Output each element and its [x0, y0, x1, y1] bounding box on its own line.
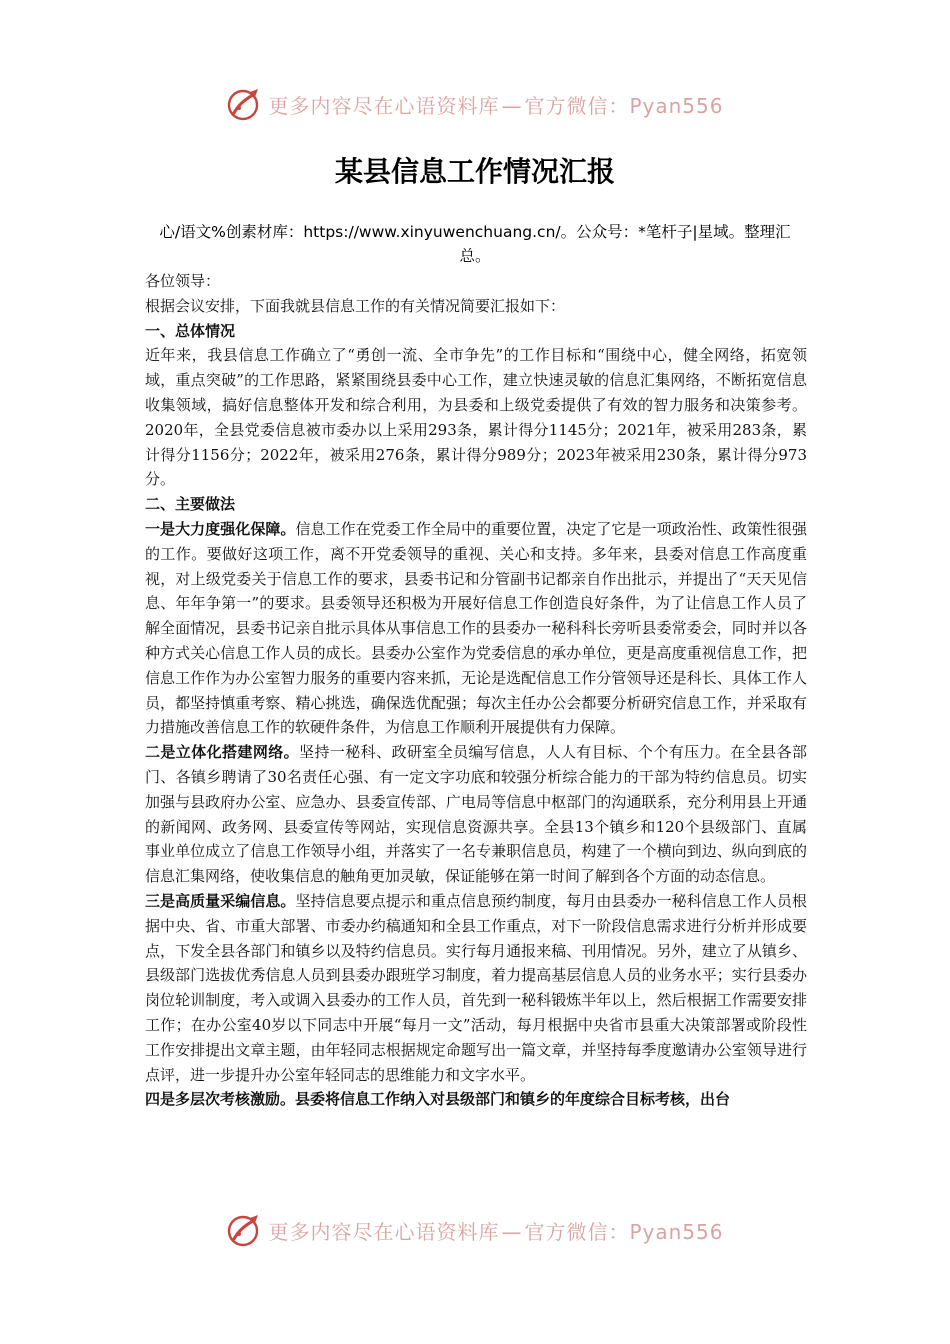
- banner-text: 更多内容尽在心语资料库 — 官方微信：Pyan556: [268, 93, 724, 118]
- practice-body-1: 信息工作在党委工作全局中的重要位置，决定了它是一项政治性、政策性很强的工作。要做好这项工作，离不开党委领导的重视、关心和支持。多年来，县委对信息工作高度重视，对上级党委关于信息工作的要求，县委书记和分管副书记都亲自作出批示，并提出了“天天见信息、年年争第一”的要求。县委领导还积极为开展好信息工作创造良好条件，为了让信息工作人员了解全面情况，县委书记亲自批示具体从事信息工作的县委办一秘科科长旁听县委常委会，同时并以各种方式关心信息工作人员的成长。县委办公室作为党委信息的承办单位，更是高度重视信息工作，把信息工作作为办公室智力服务的重要内容来抓，无论是选配信息工作分管领导还是科长、具体工作人员，都坚持慎重考察、精心挑选，确保选优配强；每次主任办公会都要分析研究信息工作，并采取有力措施改善信息工作的软硬件条件，为信息工作顺利开展提供有力保障。: [145, 519, 807, 737]
- banner-text: 更多内容尽在心语资料库 — 官方微信：Pyan556: [268, 1219, 724, 1244]
- practice-lead-2: 二是立体化搭建网络。: [145, 743, 300, 762]
- practice-paragraph-4: 四是多层次考核激励。县委将信息工作纳入对县级部门和镇乡的年度综合目标考核，出台: [145, 1090, 731, 1109]
- greeting: 各位领导：: [145, 272, 221, 290]
- practice-paragraph-2: [145, 740, 807, 889]
- practice-lead-3: 三是高质量采编信息。: [145, 891, 296, 910]
- header-watermark-banner: [0, 84, 950, 124]
- section-heading-overview: 一、总体情况: [145, 321, 236, 340]
- source-line: 心/语文%创素材库：https://www.xinyuwenchuang.cn/。公众号：*笔杆子|星域。整理汇总。: [159, 223, 791, 265]
- section-heading-practices: 二、主要做法: [145, 495, 236, 514]
- practice-lead-1: 一是大力度强化保障。: [145, 519, 296, 538]
- page-title: 某县信息工作情况汇报: [334, 155, 615, 188]
- footer-watermark-banner: [0, 1210, 950, 1250]
- practice-body-2: 坚持一秘科、政研室全员编写信息，人人有目标、个个有压力。在全县各部门、各镇乡聘请了30名责任心强、有一定文字功底和较强分析综合能力的干部为特约信息员。切实加强与县政府办公室、应急办、县委宣传部、广电局等信息中枢部门的沟通联系，充分利用县上开通的新闻网、政务网、县委宣传等网站，实现信息资源共享。全县13个镇乡和120个县级部门、直属事业单位成立了信息工作领导小组，并落实了一名专兼职信息员，构建了一个横向到边、纵向到底的信息汇集网络，使收集信息的触角更加灵敏，保证能够在第一时间了解到各个方面的动态信息。: [145, 743, 807, 886]
- practice-paragraph-1: [145, 517, 807, 740]
- document-body: [145, 269, 807, 1112]
- overview-paragraph: 近年来，我县信息工作确立了“勇创一流、全市争先”的工作目标和“围绕中心，健全网络，拓宽领域，重点突破”的工作思路，紧紧围绕县委中心工作，建立快速灵敏的信息汇集网络，不断拓宽信息收集领域，搞好信息整体开发和综合利用，为县委和上级党委提供了有效的智力服务和决策参考。2020年，全县党委信息被市委办以上采用293条，累计得分1145分；2021年，被采用283条，累计得分1156分；2022年，被采用276条，累计得分989分；2023年被采用230条，累计得分973分。: [145, 346, 807, 489]
- practice-paragraph-3: [145, 889, 807, 1087]
- practice-body-3: 坚持信息要点提示和重点信息预约制度，每月由县委办一秘科信息工作人员根据中央、省、市重大部署、市委办约稿通知和全县工作重点，对下一阶段信息需求进行分析并形成要点，下发全县各部门和镇乡以及特约信息员。实行每月通报来稿、刊用情况。另外，建立了从镇乡、县级部门选拔优秀信息人员到县委办跟班学习制度，着力提高基层信息人员的业务水平；实行县委办岗位轮训制度，考入或调入县委办的工作人员，首先到一秘科锻炼半年以上，然后根据工作需要安排工作；在办公室40岁以下同志中开展“每月一文”活动，每月根据中央省市县重大决策部署或阶段性工作安排提出文章主题，由年轻同志根据规定命题写出一篇文章，并坚持每季度邀请办公室领导进行点评，进一步提升办公室年轻同志的思维能力和文字水平。: [145, 891, 807, 1084]
- brush-logo-icon: [226, 1212, 262, 1248]
- brush-logo-icon: [226, 86, 262, 122]
- intro-paragraph: 根据会议安排，下面我就县信息工作的有关情况简要汇报如下：: [145, 296, 566, 315]
